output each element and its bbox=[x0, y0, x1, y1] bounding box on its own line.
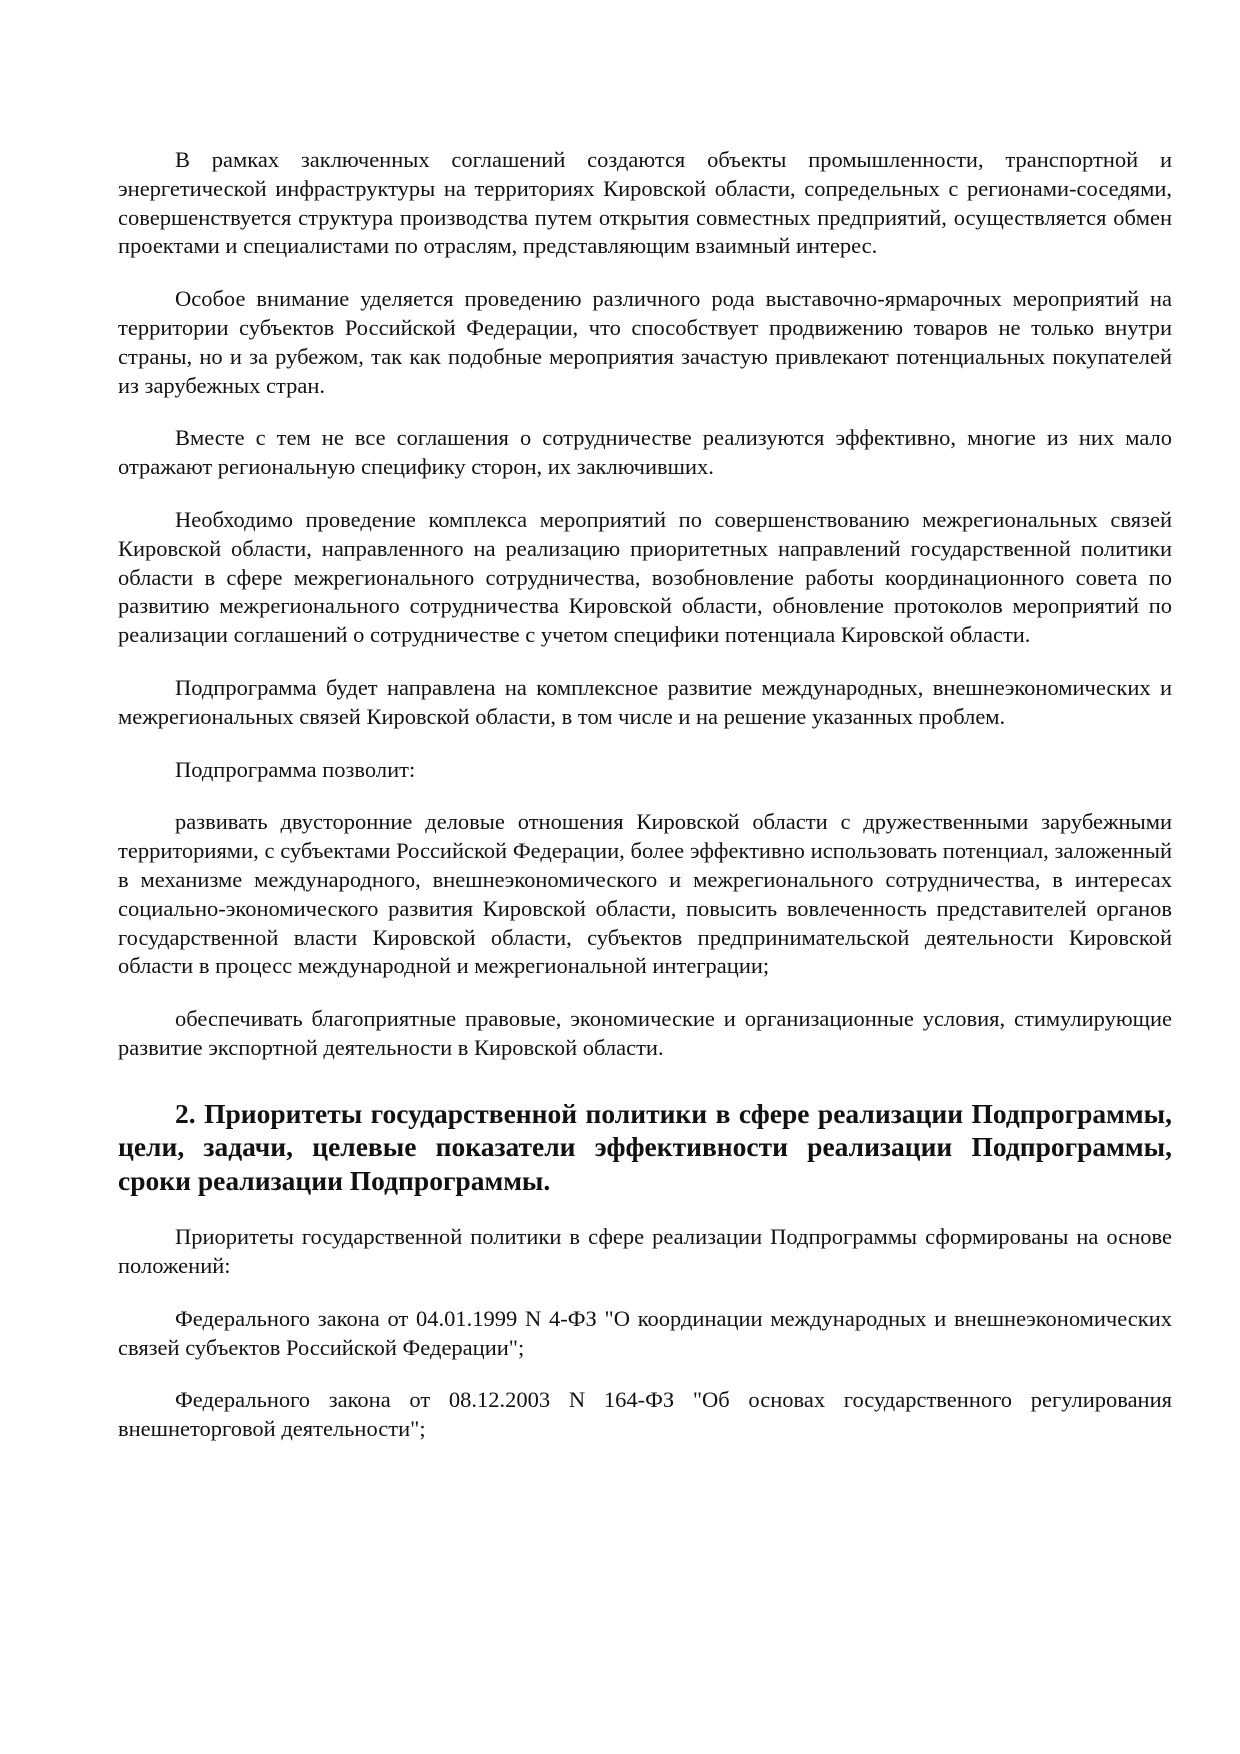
paragraph: Федерального закона от 04.01.1999 N 4-ФЗ "О координации международных и внешнеэкономических связей субъектов Российской Федерации"; bbox=[118, 1305, 1172, 1360]
document-page bbox=[118, 146, 1172, 1468]
paragraph: обеспечивать благоприятные правовые, экономические и организационные условия, стимулирующие развитие экспортной деятельности в Кировской области. bbox=[118, 1006, 1172, 1060]
paragraph: Подпрограмма будет направлена на комплексное развитие международных, внешнеэкономических и межрегиональных связей Кировской области, в том числе и на решение указанных проблем. bbox=[118, 674, 1172, 729]
paragraph: В рамках заключенных соглашений создаются объекты промышленности, транспортной и энергетической инфраструктуры на территориях Кировской области, сопредельных с регионами-соседями, совершенствуется структура производства путем открытия совместных предприятий, осуществляется обмен проектами и специалистами по отраслям, представляющим взаимный интерес. bbox=[118, 147, 1172, 259]
paragraph: Особое внимание уделяется проведению различного рода выставочно-ярмарочных мероприятий на территории субъектов Российской Федерации, что способствует продвижению товаров не только внутри страны, но и за рубежом, так как подобные мероприятия зачастую привлекают потенциальных покупателей из зарубежных стран. bbox=[118, 286, 1172, 398]
section-heading: 2. Приоритеты государственной политики в сфере реализации Подпрограммы, цели, задачи, целевые показатели эффективности реализации Подпрограммы, сроки реализации Подпрограммы. bbox=[118, 1097, 1172, 1196]
paragraph: Федерального закона от 08.12.2003 N 164-ФЗ "Об основах государственного регулирования внешнеторговой деятельности"; bbox=[118, 1387, 1172, 1442]
paragraph: Вместе с тем не все соглашения о сотрудничестве реализуются эффективно, многие из них мало отражают региональную специфику сторон, их заключивших. bbox=[118, 425, 1172, 480]
paragraph: Подпрограмма позволит: bbox=[175, 756, 416, 782]
paragraph: Необходимо проведение комплекса мероприятий по совершенствованию межрегиональных связей Кировской области, направленного на реализацию приоритетных направлений государственной политики области в сфере межрегионального сотрудничества, возобновление работы координационного совета по развитию межрегионального сотрудничества Кировской области, обновление протоколов мероприятий по реализации соглашений о сотрудничестве с учетом специфики потенциала Кировской области. bbox=[118, 506, 1172, 648]
paragraph: Приоритеты государственной политики в сфере реализации Подпрограммы сформированы на основе положений: bbox=[118, 1224, 1172, 1279]
paragraph: развивать двусторонние деловые отношения Кировской области с дружественными зарубежными территориями, с субъектами Российской Федерации, более эффективно использовать потенциал, заложенный в механизме международного, внешнеэкономического и межрегионального сотрудничества, в интересах социально-экономического развития Кировской области, повысить вовлеченность представителей органов государственной власти Кировской области, субъектов предпринимательской деятельности Кировской области в процесс международной и межрегиональной интеграции; bbox=[118, 809, 1172, 979]
